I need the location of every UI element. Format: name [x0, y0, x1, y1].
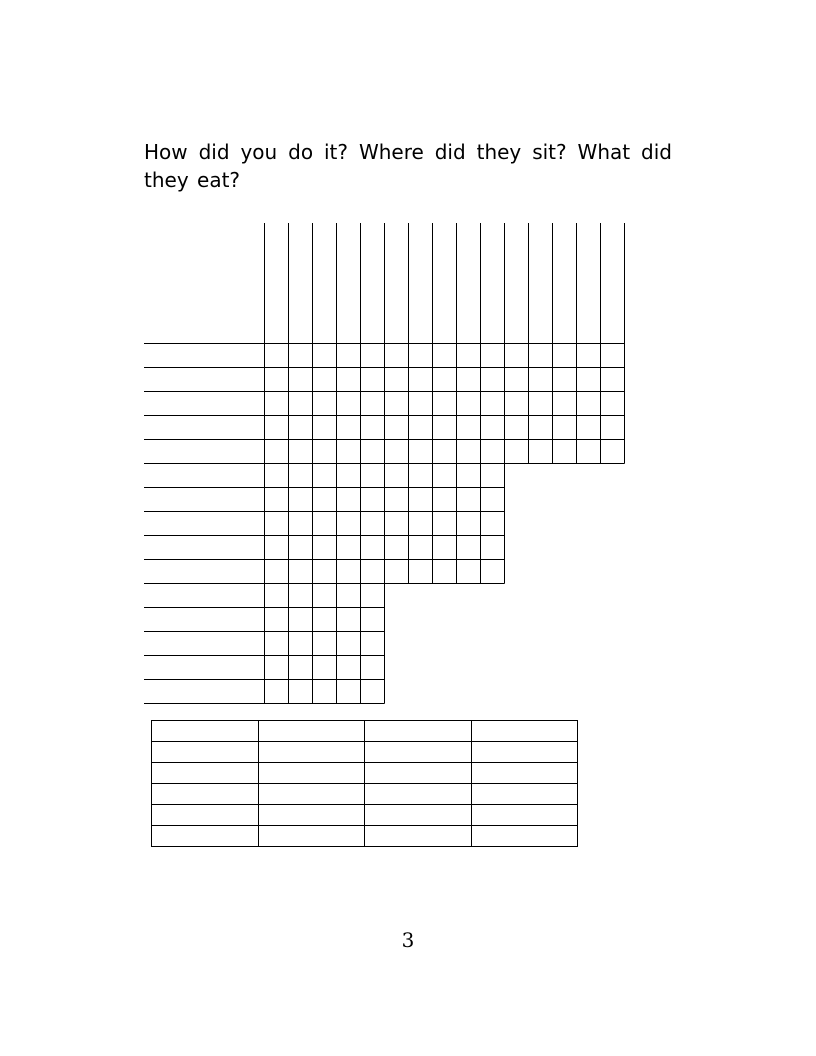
puzzle-prompt: How did you do it? Where did they sit? What did they eat? — [144, 140, 672, 192]
answer-cell — [365, 784, 472, 805]
table-row — [152, 742, 578, 763]
answer-cell — [471, 742, 578, 763]
table-row — [152, 784, 578, 805]
answer-cell — [152, 805, 259, 826]
answer-cell — [152, 784, 259, 805]
table-row — [152, 805, 578, 826]
answer-cell — [471, 805, 578, 826]
answer-cell — [365, 805, 472, 826]
answer-cell — [365, 763, 472, 784]
table-row — [152, 826, 578, 847]
answer-cell — [258, 763, 365, 784]
answer-cell — [365, 721, 472, 742]
answer-cell — [152, 742, 259, 763]
answer-cell — [258, 742, 365, 763]
answer-cell — [258, 721, 365, 742]
answer-cell — [471, 721, 578, 742]
answer-cell — [365, 826, 472, 847]
table-row — [152, 721, 578, 742]
answer-cell — [258, 784, 365, 805]
table-row — [152, 763, 578, 784]
answer-cell — [365, 742, 472, 763]
answer-cell — [258, 826, 365, 847]
answer-table — [151, 720, 578, 847]
answer-cell — [471, 826, 578, 847]
page-number: 3 — [401, 928, 415, 952]
answer-cell — [152, 826, 259, 847]
answer-cell — [152, 721, 259, 742]
answer-cell — [471, 763, 578, 784]
answer-cell — [152, 763, 259, 784]
answer-table-body — [152, 721, 578, 847]
answer-cell — [471, 784, 578, 805]
answer-cell — [258, 805, 365, 826]
